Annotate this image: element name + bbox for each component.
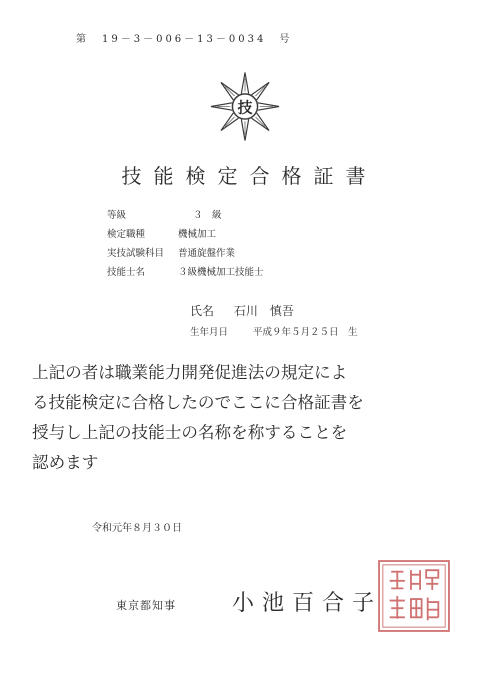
technician-title-label: 技能士名 — [107, 267, 146, 278]
occupation-value: 機械加工 — [178, 229, 217, 240]
body-line: 認めます — [32, 453, 99, 472]
practical-exam-value: 普通旋盤作業 — [178, 248, 236, 259]
body-line: 授与し上記の技能士の名称を称することを — [32, 423, 348, 442]
official-seal-icon — [376, 558, 452, 634]
certificate-number: 第 19－3－006－13－0034 号 — [76, 34, 293, 45]
grade-value: ３ 級 — [193, 210, 222, 221]
certificate-title: 技能検定合格証書 — [121, 164, 378, 188]
name-label: 氏名 — [190, 304, 215, 318]
ginou-kentei-emblem-icon — [208, 68, 282, 142]
date-of-birth-row — [190, 324, 358, 338]
certificate-body — [32, 358, 474, 478]
name-value: 石川 慎吾 — [233, 304, 294, 318]
emblem-character: 技 — [237, 99, 253, 117]
issuer-title: 東京都知事 — [116, 599, 176, 612]
occupation-label: 検定職種 — [107, 229, 146, 240]
dob-label: 生年月日 — [190, 327, 229, 338]
issuer-name: 小池百合子 — [232, 591, 383, 616]
body-line: る技能検定に合格したのでここに合格証書を — [32, 393, 364, 412]
holder-name-row — [190, 302, 294, 319]
practical-exam-label: 実技試験科目 — [107, 248, 165, 259]
technician-title-value: ３級機械加工技能士 — [178, 267, 264, 278]
grade-label: 等級 — [107, 210, 127, 221]
body-line: 上記の者は職業能力開発促進法の規定によ — [32, 363, 348, 382]
dob-value: 平成９年５月２５日 生 — [253, 327, 358, 338]
issue-date: 令和元年８月３０日 — [92, 523, 182, 534]
